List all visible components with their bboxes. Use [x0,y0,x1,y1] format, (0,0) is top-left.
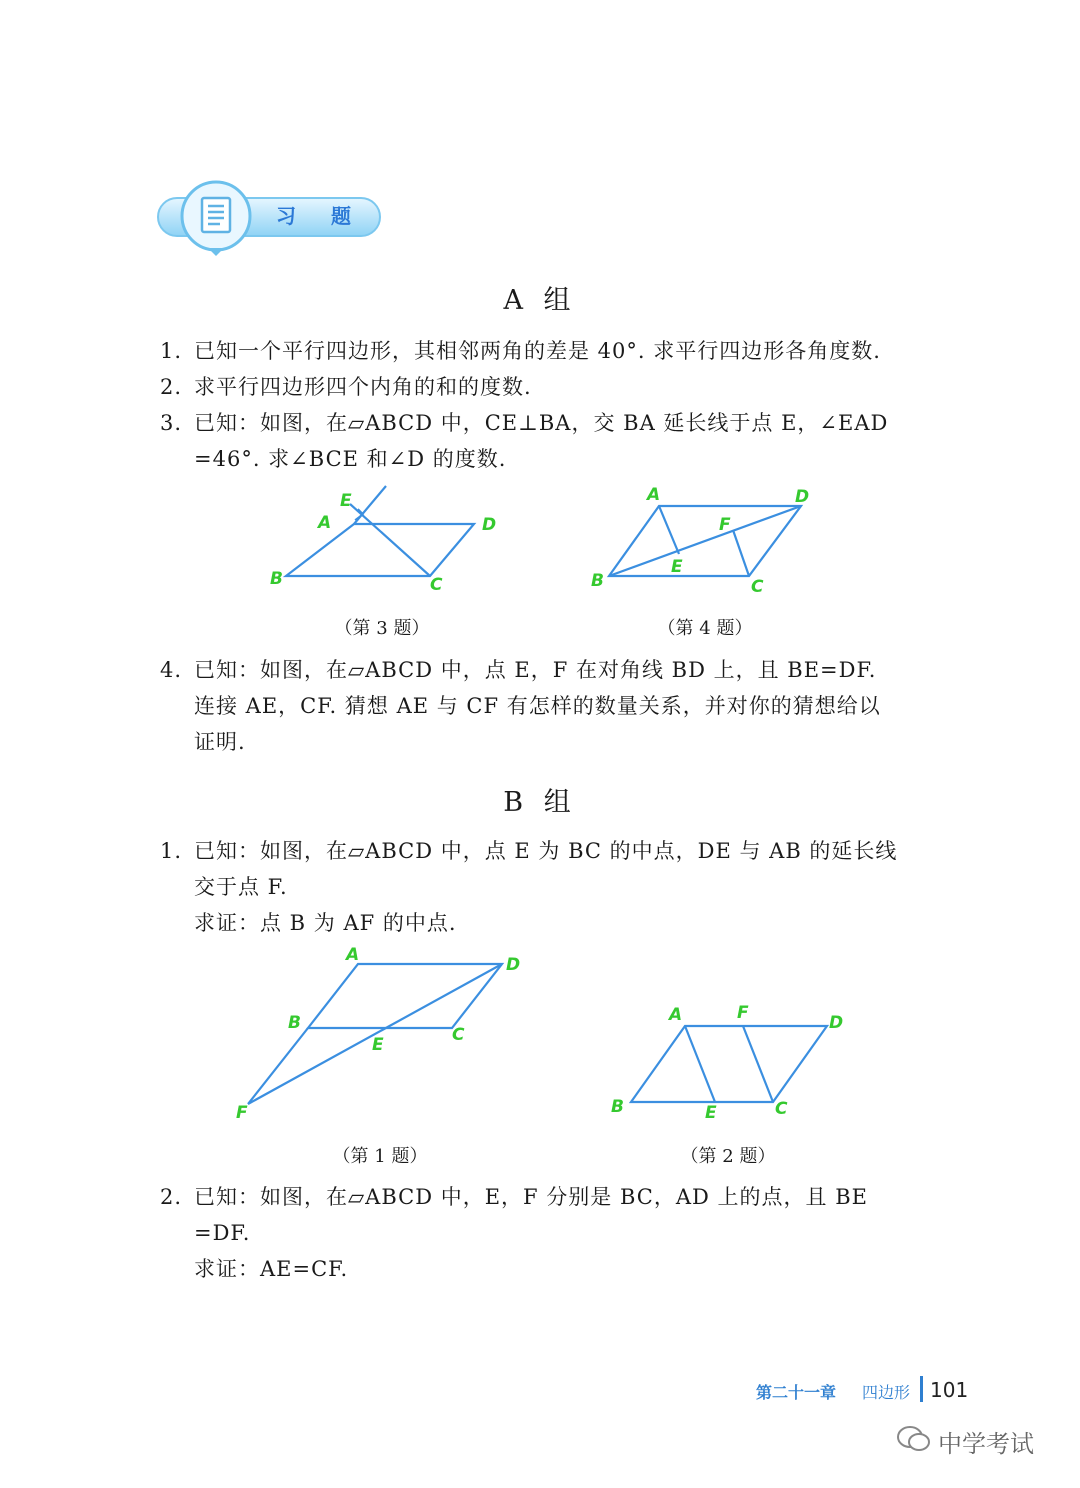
fig3-label-b: B [270,569,283,589]
b-item-1-line-1: 已知：如图，在▱ABCD 中，点 E 为 BC 的中点，DE 与 AB 的延长线 [194,839,898,863]
figure-a3 [260,478,520,600]
figb2-fc-line [743,1026,773,1102]
footer-section: 四边形 [862,1383,911,1402]
figb1-label-f: F [236,1103,248,1123]
b-item-2-line-1: 已知：如图，在▱ABCD 中，E，F 分别是 BC，AD 上的点，且 BE [194,1185,868,1209]
figure-a4 [585,480,825,600]
a-item-1-line-1: 已知一个平行四边形，其相邻两角的差是 40°. 求平行四边形各角度数. [194,339,881,363]
figb1-label-c: C [452,1025,465,1045]
fig4-caption: （第 4 题） [657,618,753,639]
figb1-label-b: B [288,1013,301,1033]
fig3-label-e: E [340,491,352,511]
figb2-label-e: E [705,1103,717,1123]
figb1-label-e: E [372,1035,384,1055]
fig3-ba-extension [354,486,386,524]
fig3-caption: （第 3 题） [334,618,430,639]
footer-chapter: 第二十一章 [756,1383,837,1402]
figb2-label-a: A [669,1005,683,1025]
a-item-4-line-3: 证明. [194,730,246,754]
page-number: 101 [930,1378,969,1402]
fig4-label-d: D [795,487,810,507]
fig4-ae-line [659,506,679,554]
figure-b1 [230,942,530,1128]
b-item-2-num: 2. [160,1185,183,1209]
a-item-3-line-1: 已知：如图，在▱ABCD 中，CE⊥BA，交 BA 延长线于点 E，∠EAD [194,411,889,435]
a-item-3-line-2: =46°. 求∠BCE 和∠D 的度数. [194,447,507,471]
b-item-1-line-2: 交于点 F. [194,875,288,899]
b-item-1-line-3: 求证：点 B 为 AF 的中点. [194,911,457,935]
figb2-label-b: B [611,1097,624,1117]
figb2-parallelogram [631,1026,827,1102]
a-item-2-num: 2. [160,375,183,399]
fig4-label-a: A [647,485,661,505]
notebook-icon [198,194,234,238]
figb2-label-c: C [775,1099,788,1119]
banner-label: 习 题 [276,204,365,228]
fig3-label-a: A [318,513,332,533]
fig4-diagonal-bd [609,506,801,576]
fig4-label-f: F [719,515,731,535]
a-item-3-num: 3. [160,411,183,435]
watermark-text: 中学考试 [938,1430,1034,1458]
fig3-label-d: D [482,515,497,535]
fig3-label-c: C [430,575,443,595]
b-item-1-num: 1. [160,839,183,863]
figb1-ab-extension [248,1028,308,1104]
wechat-icon [896,1424,932,1454]
a-item-4-line-1: 已知：如图，在▱ABCD 中，点 E，F 在对角线 BD 上，且 BE=DF. [194,658,877,682]
fig4-label-c: C [751,577,764,597]
footer-divider [920,1376,923,1402]
fig4-cf-line [733,530,749,576]
figb2-caption: （第 2 题） [680,1146,776,1167]
group-b-title: B 组 [503,787,577,818]
a-item-4-line-2: 连接 AE，CF. 猜想 AE 与 CF 有怎样的数量关系，并对你的猜想给以 [194,694,881,718]
figb2-label-d: D [829,1013,844,1033]
group-a-title: A 组 [503,285,577,316]
a-item-2-line-1: 求平行四边形四个内角的和的度数. [194,375,532,399]
b-item-2-line-2: =DF. [194,1221,251,1245]
figb1-label-d: D [506,955,521,975]
b-item-2-line-3: 求证：AE=CF. [194,1257,349,1281]
figb2-label-f: F [737,1003,749,1023]
fig4-label-e: E [671,557,683,577]
fig4-label-b: B [591,571,604,591]
figb2-ae-line [685,1026,715,1102]
a-item-1-num: 1. [160,339,183,363]
a-item-4-num: 4. [160,658,183,682]
figure-b2 [605,1000,855,1126]
figb1-label-a: A [346,945,360,965]
figb1-caption: （第 1 题） [332,1146,428,1167]
